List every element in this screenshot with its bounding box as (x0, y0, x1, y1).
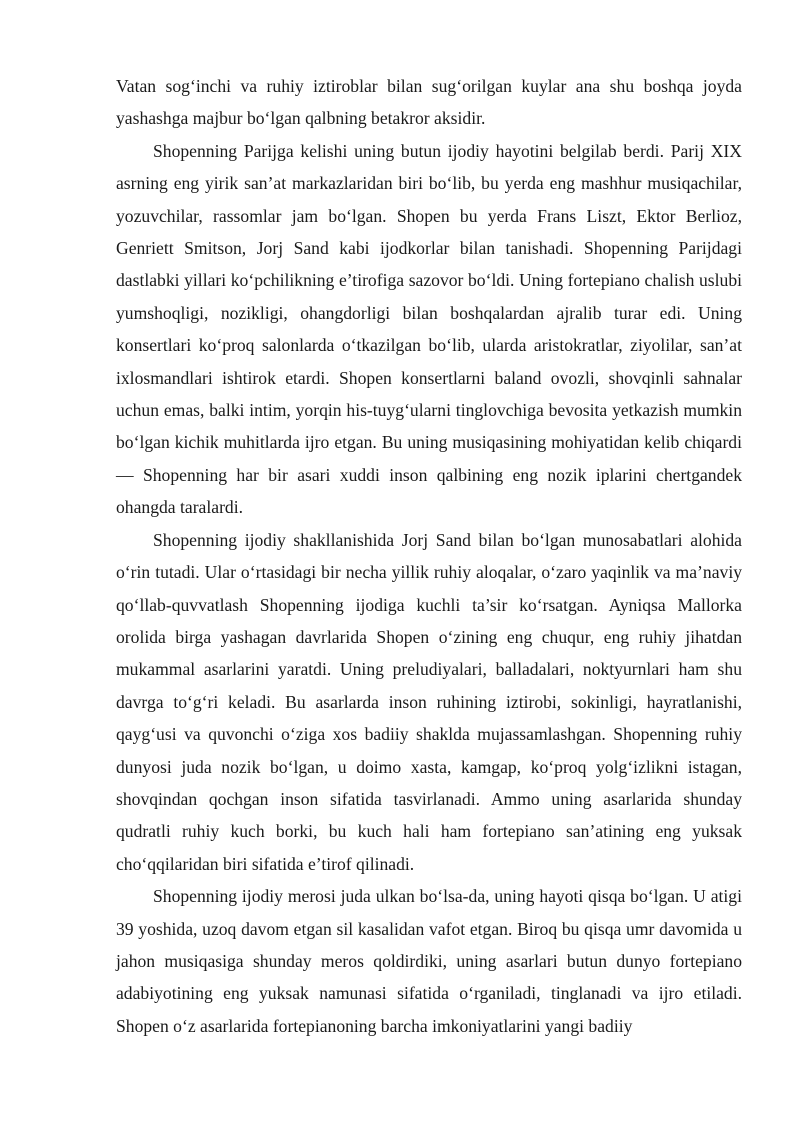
body-text (116, 70, 742, 1042)
paragraph-legacy: Shopenning ijodiy merosi juda ulkan bo‘lsa-da, uning hayoti qisqa bo‘lgan. U atigi 39 yoshida, uzoq davom etgan sil kasalidan vafot etgan. Biroq bu qisqa umr davomida u jahon musiqasiga shunday meros qoldirdiki, uning asarlari butun dunyo fortepiano adabiyotining eng yuksak namunasi sifatida o‘rganiladi, tinglanadi va ijro etiladi. Shopen o‘z asarlarida fortepianoning barcha imkoniyatlarini yangi badiiy (116, 886, 742, 1036)
paragraph-continued: Vatan sog‘inchi va ruhiy iztiroblar bilan sug‘orilgan kuylar ana shu boshqa joyda yashashga majbur bo‘lgan qalbning betakror aksidir. (116, 76, 742, 129)
paragraph-george-sand: Shopenning ijodiy shakllanishida Jorj Sand bilan bo‘lgan munosabatlari alohida o‘rin tutadi. Ular o‘rtasidagi bir necha yillik ruhiy aloqalar, o‘zaro yaqinlik va ma’naviy qo‘llab-quvvatlash Shopenning ijodiga kuchli ta’sir ko‘rsatgan. Ayniqsa Mallorka orolida birga yashagan davrlarida Shopen o‘zining eng chuqur, eng ruhiy jihatdan mukammal asarlarini yaratdi. Uning preludiyalari, balladalari, noktyurnlari ham shu davrga to‘g‘ri keladi. Bu asarlarda inson ruhining iztirobi, sokinligi, hayratlanishi, qayg‘usi va quvonchi o‘ziga xos badiiy shaklda mujassamlashgan. Shopenning ruhiy dunyosi juda nozik bo‘lgan, u doimo xasta, kamgap, ko‘proq yolg‘izlikni istagan, shovqindan qochgan inson sifatida tasvirlanadi. Ammo uning asarlarida shunday qudratli ruhiy kuch borki, bu kuch hali ham fortepiano san’atining eng yuksak cho‘qqilaridan biri sifatida e’tirof qilinadi. (116, 529, 742, 874)
paragraph-paris: Shopenning Parijga kelishi uning butun ijodiy hayotini belgilab berdi. Parij XIX asrning eng yirik san’at markazlaridan biri bo‘lib, bu yerda eng mashhur musiqachilar, yozuvchilar, rassomlar jam bo‘lgan. Shopen bu yerda Frans Liszt, Ektor Berlioz, Genriett Smitson, Jorj Sand kabi ijodkorlar bilan tanishadi. Shopenning Parijdagi dastlabki yillari ko‘pchilikning e’tirofiga sazovor bo‘ldi. Uning fortepiano chalish uslubi yumshoqligi, nozikligi, ohangdorligi bilan boshqalardan ajralib turar edi. Uning konsertlari ko‘proq salonlarda o‘tkazilgan bo‘lib, ularda aristokratlar, ziyolilar, san’at ixlosmandlari ishtirok etardi. Shopen konsertlarni baland ovozli, shovqinli sahnalar uchun emas, balki intim, yorqin his-tuyg‘ularni tinglovchiga bevosita yetkazish mumkin bo‘lgan kichik muhitlarda ijro etgan. Bu uning musiqasining mohiyatidan kelib chiqardi — Shopenning har bir asari xuddi inson qalbining eng nozik iplarini chertgandek ohangda taralardi. (116, 140, 742, 518)
